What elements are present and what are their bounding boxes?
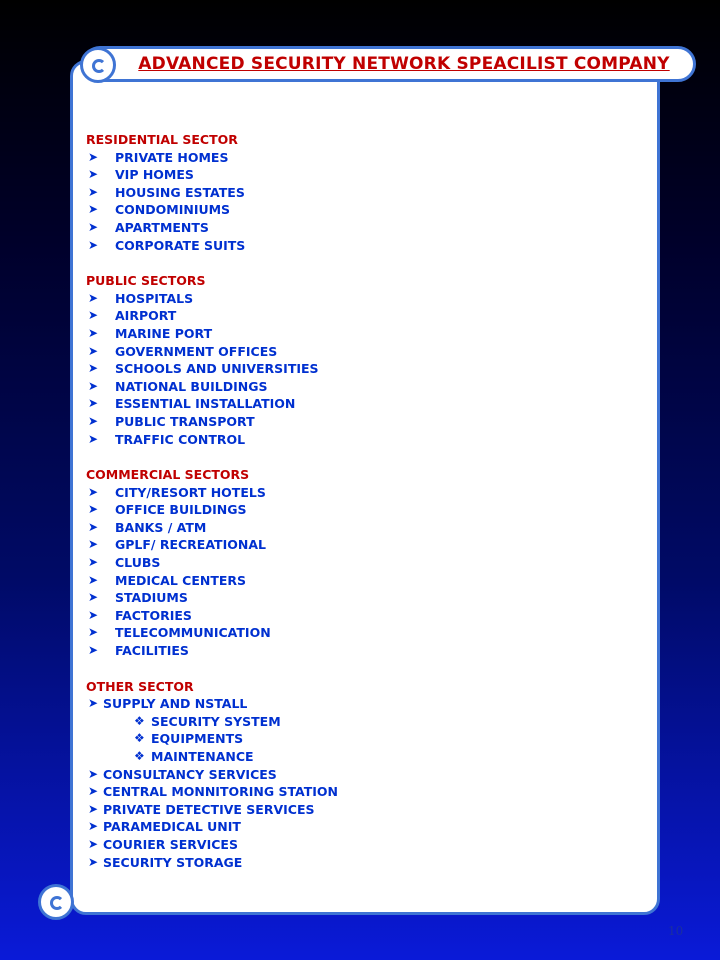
arrow-bullet-icon: ➤ xyxy=(88,537,99,552)
list-item: ➤ SUPPLY AND NSTALL xyxy=(88,696,248,712)
arrow-bullet-icon: ➤ xyxy=(88,237,99,252)
sub-list-item: ❖ MAINTENANCE xyxy=(134,749,254,764)
list-item: ➤ FACILITIES xyxy=(88,643,189,659)
arrow-bullet-icon: ➤ xyxy=(88,343,99,358)
list-item: ➤ CENTRAL MONNITORING STATION xyxy=(88,784,338,800)
arrow-bullet-icon: ➤ xyxy=(88,396,99,411)
list-item: ➤ COURIER SERVICES xyxy=(88,836,238,852)
arrow-bullet-icon: ➤ xyxy=(88,431,99,446)
page-number: 10 xyxy=(668,924,684,938)
list-item: ➤ GOVERNMENT OFFICES xyxy=(88,343,278,359)
arrow-bullet-icon: ➤ xyxy=(88,184,99,199)
diamond-bullet-icon: ❖ xyxy=(134,713,145,728)
diamond-bullet-icon: ❖ xyxy=(134,749,145,763)
title-banner xyxy=(82,46,696,82)
list-item: ➤ NATIONAL BUILDINGS xyxy=(88,378,268,394)
list-item: ➤ AIRPORT xyxy=(88,308,177,324)
arrow-bullet-icon: ➤ xyxy=(88,502,99,517)
arrow-bullet-icon: ➤ xyxy=(88,519,99,534)
list-item: ➤ ESSENTIAL INSTALLATION xyxy=(88,396,296,412)
arrow-bullet-icon: ➤ xyxy=(88,643,99,658)
list-item: ➤ STADIUMS xyxy=(88,590,188,606)
arrow-bullet-icon: ➤ xyxy=(88,413,99,428)
arrow-bullet-icon: ➤ xyxy=(88,801,99,816)
arrow-bullet-icon: ➤ xyxy=(88,784,99,799)
arrow-bullet-icon: ➤ xyxy=(88,836,99,851)
diamond-bullet-icon: ❖ xyxy=(134,731,145,746)
arrow-bullet-icon: ➤ xyxy=(88,290,99,305)
section-heading: PUBLIC SECTORS xyxy=(86,273,206,289)
list-item: ➤ SCHOOLS AND UNIVERSITIES xyxy=(88,361,319,377)
list-item: ➤ FACTORIES xyxy=(88,607,192,623)
scroll-curl-icon xyxy=(80,47,116,83)
arrow-bullet-icon: ➤ xyxy=(88,325,99,340)
list-item: ➤ PUBLIC TRANSPORT xyxy=(88,413,255,429)
list-item: ➤ OFFICE BUILDINGS xyxy=(88,502,247,518)
list-item: ➤ APARTMENTS xyxy=(88,219,209,235)
section-heading: OTHER SECTOR xyxy=(86,678,194,694)
list-item: ➤ HOUSING ESTATES xyxy=(88,184,245,200)
list-item: ➤ PRIVATE DETECTIVE SERVICES xyxy=(88,801,315,817)
section-heading: RESIDENTIAL SECTOR xyxy=(86,132,238,147)
arrow-bullet-icon: ➤ xyxy=(88,607,99,622)
list-item: ➤ MEDICAL CENTERS xyxy=(88,572,247,588)
arrow-bullet-icon: ➤ xyxy=(88,308,99,323)
list-item: ➤ CORPORATE SUITS xyxy=(88,237,246,253)
arrow-bullet-icon: ➤ xyxy=(88,854,99,869)
arrow-bullet-icon: ➤ xyxy=(88,625,99,640)
arrow-bullet-icon: ➤ xyxy=(88,572,99,587)
list-item: ➤ CONDOMINIUMS xyxy=(88,202,231,218)
arrow-bullet-icon: ➤ xyxy=(88,202,99,217)
list-item: ➤ CONSULTANCY SERVICES xyxy=(88,766,277,782)
list-item: ➤ HOSPITALS xyxy=(88,290,194,306)
arrow-bullet-icon: ➤ xyxy=(88,219,99,234)
arrow-bullet-icon: ➤ xyxy=(88,555,99,570)
arrow-bullet-icon: ➤ xyxy=(88,590,99,605)
list-item: ➤ TRAFFIC CONTROL xyxy=(88,431,246,447)
list-item: ➤ CITY/RESORT HOTELS xyxy=(88,484,266,500)
sub-list-item: ❖ EQUIPMENTS xyxy=(134,731,244,747)
list-item: ➤ SECURITY STORAGE xyxy=(88,854,243,870)
list-item: ➤ TELECOMMUNICATION xyxy=(88,625,271,641)
list-item: ➤ VIP HOMES xyxy=(88,167,194,183)
arrow-bullet-icon: ➤ xyxy=(88,361,99,376)
arrow-bullet-icon: ➤ xyxy=(88,167,99,182)
section-heading: COMMERCIAL SECTORS xyxy=(86,467,250,483)
sub-list-item: ❖ SECURITY SYSTEM xyxy=(134,713,281,729)
arrow-bullet-icon: ➤ xyxy=(88,149,99,164)
list-item: ➤ CLUBS xyxy=(88,555,161,571)
arrow-bullet-icon: ➤ xyxy=(88,484,99,499)
list-item: ➤ PARAMEDICAL UNIT xyxy=(88,819,241,835)
scroll-curl-icon xyxy=(38,884,74,920)
arrow-bullet-icon: ➤ xyxy=(88,378,99,393)
arrow-bullet-icon: ➤ xyxy=(88,696,99,711)
list-item: ➤ MARINE PORT xyxy=(88,325,213,341)
arrow-bullet-icon: ➤ xyxy=(88,766,99,781)
list-item: ➤ BANKS / ATM xyxy=(88,519,207,535)
list-item: ➤ PRIVATE HOMES xyxy=(88,149,229,165)
list-item: ➤ GPLF/ RECREATIONAL xyxy=(88,537,266,553)
arrow-bullet-icon: ➤ xyxy=(88,819,99,834)
sector-list xyxy=(86,131,626,871)
page-title: ADVANCED SECURITY NETWORK SPEACILIST COMPANY xyxy=(138,54,670,74)
